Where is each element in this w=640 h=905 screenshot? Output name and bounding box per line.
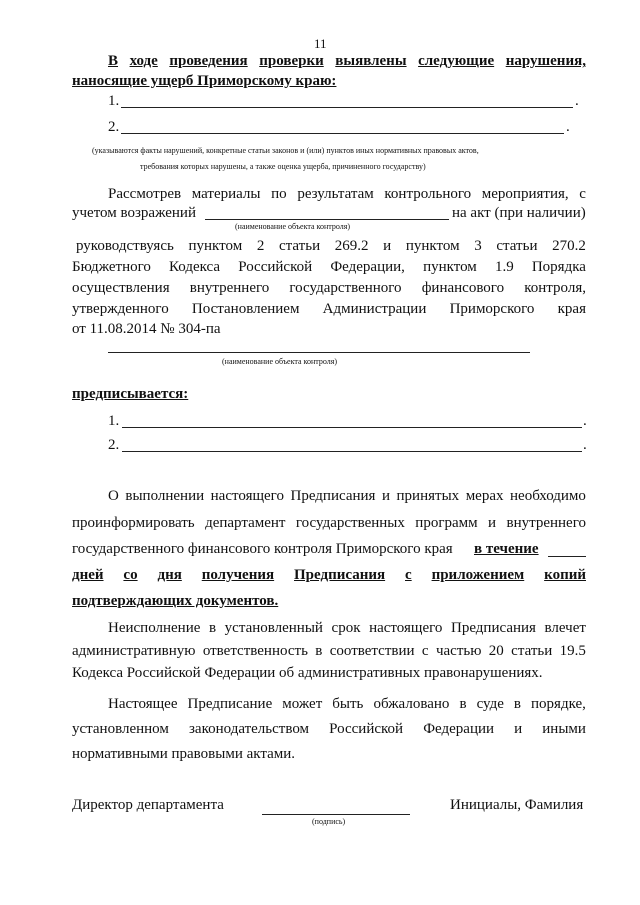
word: контроля,: [524, 280, 586, 296]
violation-item1-number: 1.: [108, 93, 120, 109]
word: в: [315, 643, 323, 659]
word: обжаловано: [373, 696, 450, 712]
word: финансового: [421, 280, 505, 296]
prescribed-item2-line: [122, 451, 582, 452]
violation-item2-dot: .: [566, 119, 570, 135]
word: программ: [415, 515, 478, 531]
word: результатам: [297, 186, 374, 202]
word: О: [108, 488, 119, 504]
word: края: [557, 301, 586, 317]
word: 270.2: [552, 238, 586, 254]
violations-note-line1: (указываются факты нарушений, конкретные статьи законов и (или) пунктов иных нормативных правовых актов,: [92, 146, 479, 155]
word: проверки: [259, 53, 324, 69]
word: 20: [488, 643, 504, 659]
word: настоящего: [369, 620, 443, 636]
word: 19.5: [559, 643, 586, 659]
word: ответственность: [202, 643, 308, 659]
word: утвержденного: [72, 301, 169, 317]
inform-line2: [72, 515, 586, 532]
word: Порядка: [531, 259, 586, 275]
word: Предписания: [290, 488, 376, 504]
word: Предписание: [187, 696, 273, 712]
word: и: [488, 515, 497, 531]
guided-line3: [72, 280, 586, 297]
word: Федерации: [423, 721, 495, 737]
word: соответствии: [329, 643, 415, 659]
violation-item1-dot: .: [575, 93, 579, 109]
word: дня: [157, 567, 182, 583]
consider-line2-start: учетом возражений: [72, 205, 196, 221]
word: быть: [332, 696, 364, 712]
word: В: [108, 53, 119, 69]
word: Неисполнение: [108, 620, 201, 636]
word: 1.9: [494, 259, 514, 275]
failure-line3: Кодекса Российской Федерации об административных правонарушениях.: [72, 665, 543, 681]
word: в: [513, 696, 521, 712]
word: пунктом: [423, 259, 477, 275]
word: государственного: [289, 280, 402, 296]
word: мероприятия,: [481, 186, 569, 202]
guided-object-line: [108, 352, 530, 353]
word: срок: [331, 620, 361, 636]
word: может: [282, 696, 323, 712]
word: необходимо: [510, 488, 586, 504]
word: осуществления: [72, 280, 170, 296]
consider-line1: [108, 186, 586, 203]
word: установленный: [224, 620, 323, 636]
word: принятых: [396, 488, 460, 504]
word: проинформировать: [72, 515, 195, 531]
word: 269.2: [334, 238, 369, 254]
prescribed-item1-number: 1.: [108, 413, 120, 429]
word: частью: [435, 643, 482, 659]
word: руководствуясь: [76, 238, 174, 254]
word: проведения: [169, 53, 248, 69]
signature-name: Инициалы, Фамилия: [450, 797, 584, 813]
heading-line1: [108, 53, 586, 70]
word: приложением: [431, 567, 525, 583]
word: департамент: [205, 515, 286, 531]
word: пунктом: [188, 238, 243, 254]
word: материалы: [191, 186, 261, 202]
word: и: [383, 238, 392, 254]
prescribed-item1-dot: .: [583, 413, 587, 429]
appeal-line1: [108, 696, 586, 713]
word: Бюджетного: [72, 259, 151, 275]
word: пунктом: [405, 238, 460, 254]
consider-object-line: [205, 219, 449, 220]
word: по: [271, 186, 287, 202]
word: статьи: [279, 238, 321, 254]
inform-line4: [72, 567, 586, 584]
word: Рассмотрев: [108, 186, 182, 202]
inform-line3-deadline: в течение: [474, 541, 539, 557]
word: выполнении: [125, 488, 205, 504]
word: настоящего: [210, 488, 284, 504]
word: Приморского: [449, 301, 535, 317]
word: Кодекса: [169, 259, 221, 275]
appeal-line2: [72, 721, 586, 738]
word: получения: [201, 567, 275, 583]
signature-caption: (подпись): [312, 817, 346, 826]
word: внутреннего: [189, 280, 270, 296]
word: и: [381, 488, 390, 504]
word: контрольного: [384, 186, 472, 202]
word: статьи: [496, 238, 538, 254]
guided-line2: [72, 259, 586, 276]
inform-line1: [108, 488, 586, 505]
word: статьи: [511, 643, 553, 659]
word: установленном: [72, 721, 169, 737]
signature-role: Директор департамента: [72, 797, 224, 813]
word: Настоящее: [108, 696, 178, 712]
guided-line4: [72, 301, 586, 318]
word: копий: [544, 567, 586, 583]
violations-note-line2: требования которых нарушены, а также оценка ущерба, причиненного государству): [140, 162, 426, 171]
appeal-line3: нормативными правовыми актами.: [72, 746, 296, 762]
consider-object-caption: (наименование объекта контроля): [235, 222, 351, 231]
word: административную: [72, 643, 196, 659]
word: 3: [474, 238, 482, 254]
word: законодательством: [188, 721, 310, 737]
word: внутреннего: [506, 515, 586, 531]
word: с: [421, 643, 429, 659]
word: следующие: [418, 53, 495, 69]
guided-object-caption: (наименование объекта контроля): [222, 357, 338, 366]
word: государственных: [295, 515, 405, 531]
word: порядке,: [531, 696, 586, 712]
violation-item1-line: [121, 107, 573, 108]
word: выявлены: [335, 53, 407, 69]
failure-line2: [72, 643, 586, 660]
word: нарушения,: [505, 53, 586, 69]
guided-line5: от 11.08.2014 № 304-па: [72, 321, 221, 337]
word: ходе: [129, 53, 158, 69]
heading-line2: наносящие ущерб Приморскому краю:: [72, 73, 337, 89]
inform-line5: подтверждающих документов.: [72, 593, 279, 609]
word: в: [208, 620, 217, 636]
word: Федерации,: [330, 259, 405, 275]
inform-line3-start: государственного финансового контроля Приморского края: [72, 541, 453, 557]
word: влечет: [544, 620, 586, 636]
word: суде: [476, 696, 504, 712]
word: и: [514, 721, 523, 737]
prescribed-item2-dot: .: [583, 437, 587, 453]
word: Постановлением: [191, 301, 300, 317]
prescribed-item2-number: 2.: [108, 437, 120, 453]
consider-line2-end: на акт (при наличии): [452, 205, 586, 221]
inform-deadline-blank: [548, 556, 586, 557]
prescribed-item1-line: [122, 427, 582, 428]
signature-line: [262, 814, 410, 815]
word: Предписания: [294, 567, 386, 583]
violation-item2-number: 2.: [108, 119, 120, 135]
page-number: 11: [314, 36, 327, 51]
word: Предписания: [451, 620, 536, 636]
prescribed-label: предписывается:: [72, 386, 189, 402]
word: Администрации: [322, 301, 427, 317]
violation-item2-line: [121, 133, 564, 134]
word: мерах: [465, 488, 504, 504]
failure-line1: [108, 620, 586, 637]
guided-line1: [76, 238, 586, 255]
word: в: [459, 696, 467, 712]
word: Российской: [329, 721, 404, 737]
word: 2: [256, 238, 265, 254]
word: с: [579, 186, 586, 202]
word: с: [405, 567, 412, 583]
word: иными: [542, 721, 586, 737]
word: дней: [72, 567, 104, 583]
word: Российской: [238, 259, 313, 275]
word: со: [123, 567, 138, 583]
